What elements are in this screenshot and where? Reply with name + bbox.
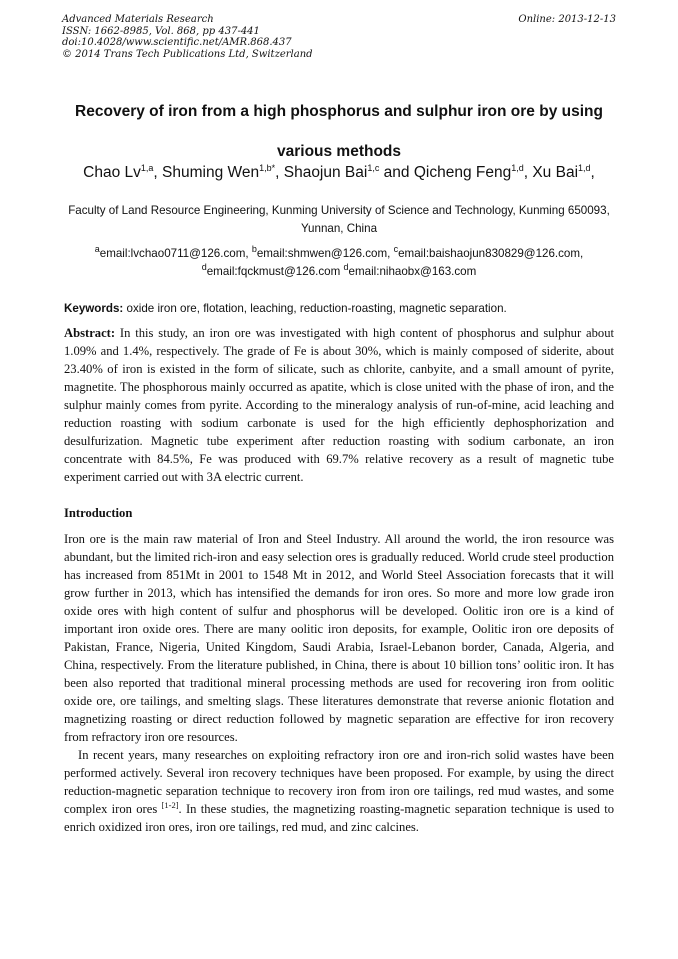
intro-p2-text-b: . In these studies, the magnetizing roasting-magnetic separation technique is used to enrich oxidized iron ores, iron ore tailings, red mud, and zinc calcines.: [64, 802, 615, 834]
intro-p2-text-a: In recent years, many researches on exploiting refractory iron ore and iron-rich solid wastes have been performed actively. Several iron recovery techniques have been proposed. For example, by using the direct reduction-magnetic separation technique to recovery iron from iron ore tailings, red mud wastes, and some complex iron ores: [64, 748, 614, 816]
abstract-text: In this study, an iron ore was investigated with high content of phosphorus and sulphur about 1.09% and 1.4%, respectively. The grade of Fe is about 30%, which is mainly composed of siderite, about 23.40% of iron is existed in the form of silicate, such as chlorite, canbyite, and a small amount of pyrite, magnetite. The phosphorous mainly occurred as apatite, which is close united with the phase of iron, and the sulphur mainly comes from pyrite. According to the mineralogy analysis of run-of-mine, acid leaching and reduction roasting with sodium carbonate is used for the high efficiently dephosphorization and desulfurization. Magnetic tube experiment after reduction roasting with sodium carbonate, an iron concentrate with 84.5%, Fe was produced with 69.7% relative recovery as a result of magnetic tube experiment carried out with 3A electric current.: [64, 326, 614, 484]
issn-line: ISSN: 1662-8985, Vol. 868, pp 437-441: [62, 25, 260, 37]
author-sep: and: [379, 164, 414, 181]
email-sup: a: [94, 244, 100, 255]
author-sup: 1,d: [578, 162, 591, 173]
email-c[interactable]: email:baishaojun830829@126.com,: [398, 247, 584, 260]
keywords-label: Keywords:: [64, 302, 124, 315]
email-sup: b: [251, 244, 257, 255]
author-sep: ,: [275, 164, 284, 181]
author-sep: ,: [153, 164, 163, 181]
title-line-2: various methods: [276, 143, 402, 160]
email-line-2: [40, 263, 638, 281]
email-d2[interactable]: email:nihaobx@163.com: [348, 265, 477, 278]
email-b[interactable]: email:shmwen@126.com,: [256, 247, 394, 260]
author-name: Xu Bai: [532, 164, 579, 181]
intro-paragraph-2: [64, 746, 614, 836]
author-sep: ,: [523, 164, 533, 181]
email-line-1: [40, 245, 638, 263]
section-heading-introduction: Introduction: [64, 506, 133, 520]
email-list: [40, 245, 638, 281]
affiliation: Faculty of Land Resource Engineering, Kunming University of Science and Technology, Kunming 650093, Yunnan, China: [68, 204, 610, 235]
abstract: [64, 324, 614, 486]
author-sup: 1,b*: [259, 162, 276, 173]
online-date-text: Online: 2013-12-13: [518, 14, 616, 25]
copyright-line: © 2014 Trans Tech Publications Ltd, Switzerland: [62, 48, 313, 60]
email-a[interactable]: email:lvchao0711@126.com,: [99, 247, 252, 260]
journal-name: Advanced Materials Research: [62, 14, 214, 25]
keywords-text: oxide iron ore, flotation, leaching, reduction-roasting, magnetic separation.: [123, 302, 507, 315]
author-list: [30, 164, 648, 182]
email-d1[interactable]: email:fqckmust@126.com: [206, 265, 344, 278]
introduction-body: [64, 530, 614, 836]
citation-ref[interactable]: [1-2]: [161, 799, 179, 810]
online-date: [518, 14, 616, 26]
author-name: Qicheng Feng: [413, 164, 512, 181]
author-name: Chao Lv: [83, 164, 141, 181]
abstract-label: Abstract:: [64, 326, 116, 340]
paper-title: [40, 92, 638, 172]
title-line-1: Recovery of iron from a high phosphorus and sulphur iron ore by using: [75, 103, 603, 120]
author-name: Shaojun Bai: [283, 164, 368, 181]
author-sup: 1,d: [511, 162, 524, 173]
doi-line: doi:10.4028/www.scientific.net/AMR.868.437: [62, 37, 292, 48]
author-sep: ,: [590, 164, 595, 181]
email-sup: c: [393, 244, 399, 255]
author-sup: 1,a: [140, 162, 154, 173]
journal-header: [62, 14, 313, 60]
author-sup: 1,c: [367, 162, 380, 173]
keywords: [64, 302, 616, 315]
author-name: Shuming Wen: [162, 164, 260, 181]
email-sup: d: [343, 262, 349, 273]
email-sup: d: [201, 262, 207, 273]
intro-paragraph-1: Iron ore is the main raw material of Iron and Steel Industry. All around the world, the iron resource was abundant, but the limited rich-iron and easy selection ores is gradually reduced. World crude steel production has increased from 851Mt in 2001 to 1548 Mt in 2012, and World Steel Association forecasts that it will grow further in 2013, which has intensified the demands for iron ores. So more and more low grade iron oxide ores with high content of sulfur and phosphorus will be developed. Oolitic iron ore is a kind of important iron oxide ores. There are many oolitic iron deposits, for example, Oolitic iron ore deposits of Pakistan, France, Nigeria, United Kingdom, Saudi Arabia, Israel-Lebanon border, Canada, Algeria, and China, respectively. From the literature published, in China, there is about 10 billion tons’ oolitic iron. It has been also reported that traditional mineral processing methods are used for recovering iron from oolitic oxide ore, ore tailings, and smelting slags. These literatures demonstrate that reverse anionic flotation and magnetizing roasting or direct reduction followed by magnetic separation are effective for iron recovery from refractory iron ore resources.: [64, 532, 614, 744]
